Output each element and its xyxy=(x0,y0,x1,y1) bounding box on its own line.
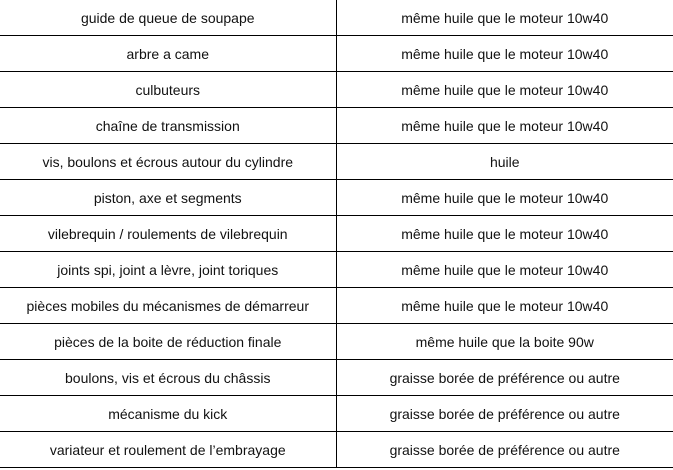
table-row xyxy=(0,396,673,432)
table-row xyxy=(0,360,673,396)
table-row xyxy=(0,324,673,360)
part-cell: mécanisme du kick xyxy=(0,396,336,432)
lubricant-cell: même huile que le moteur 10w40 xyxy=(336,36,673,72)
lubricant-cell: même huile que le moteur 10w40 xyxy=(336,72,673,108)
table-row xyxy=(0,0,673,36)
lubricant-cell: même huile que la boite 90w xyxy=(336,324,673,360)
part-cell: pièces de la boite de réduction finale xyxy=(0,324,336,360)
table-row xyxy=(0,144,673,180)
part-cell: joints spi, joint a lèvre, joint toriques xyxy=(0,252,336,288)
lubricant-cell: même huile que le moteur 10w40 xyxy=(336,216,673,252)
lubricant-cell: graisse borée de préférence ou autre xyxy=(336,396,673,432)
lubricant-cell: même huile que le moteur 10w40 xyxy=(336,0,673,36)
lubricant-cell: graisse borée de préférence ou autre xyxy=(336,432,673,468)
part-cell: variateur et roulement de l’embrayage xyxy=(0,432,336,468)
part-cell: culbuteurs xyxy=(0,72,336,108)
table-row xyxy=(0,216,673,252)
lubricant-cell: graisse borée de préférence ou autre xyxy=(336,360,673,396)
part-cell: piston, axe et segments xyxy=(0,180,336,216)
table-row xyxy=(0,108,673,144)
part-cell: guide de queue de soupape xyxy=(0,0,336,36)
table-row xyxy=(0,252,673,288)
lubricant-cell: même huile que le moteur 10w40 xyxy=(336,288,673,324)
part-cell: boulons, vis et écrous du châssis xyxy=(0,360,336,396)
part-cell: pièces mobiles du mécanismes de démarreur xyxy=(0,288,336,324)
table-row xyxy=(0,180,673,216)
lubricant-cell: même huile que le moteur 10w40 xyxy=(336,108,673,144)
table-row xyxy=(0,36,673,72)
lubricant-cell: huile xyxy=(336,144,673,180)
part-cell: vilebrequin / roulements de vilebrequin xyxy=(0,216,336,252)
table-row xyxy=(0,72,673,108)
lubricant-cell: même huile que le moteur 10w40 xyxy=(336,180,673,216)
table-row xyxy=(0,432,673,468)
lubricant-cell: même huile que le moteur 10w40 xyxy=(336,252,673,288)
part-cell: vis, boulons et écrous autour du cylindre xyxy=(0,144,336,180)
part-cell: chaîne de transmission xyxy=(0,108,336,144)
table-row xyxy=(0,288,673,324)
part-cell: arbre a came xyxy=(0,36,336,72)
